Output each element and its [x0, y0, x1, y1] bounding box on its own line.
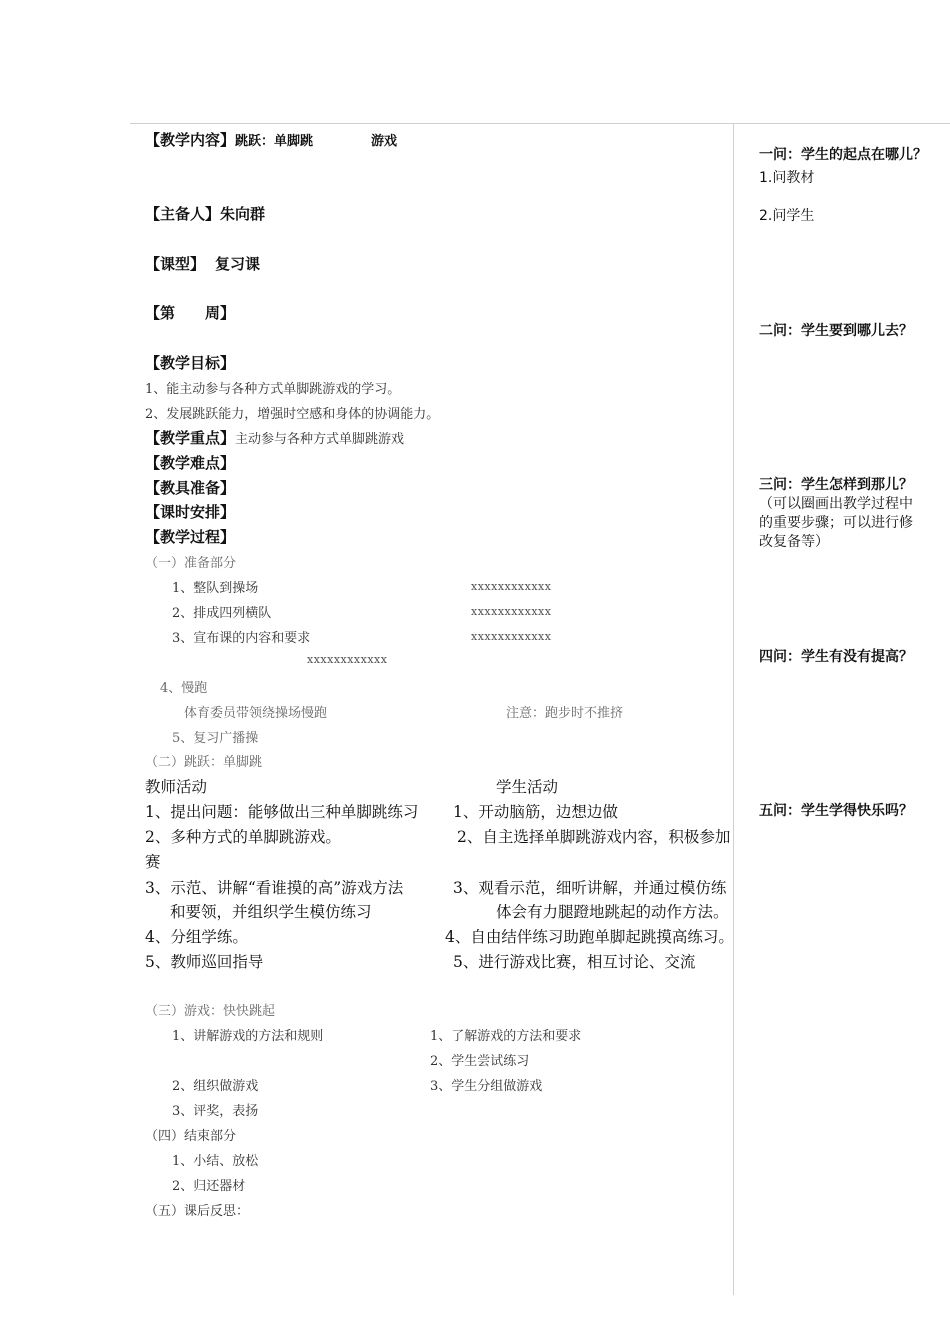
part3-teacher-item: 3、评奖，表扬 — [172, 1104, 259, 1119]
equipment-label: 【教具准备】 — [145, 479, 236, 497]
key-point-value: 主动参与各种方式单脚跳游戏 — [235, 432, 405, 447]
formation-row: xxxxxxxxxxxx — [307, 653, 388, 666]
content-extra: 游戏 — [371, 134, 398, 149]
sidebar-q1: 一问：学生的起点在哪儿？ — [759, 147, 927, 163]
student-activity: 体会有力腿蹬地跳起的动作方法。 — [496, 903, 729, 921]
jog-detail: 体育委员带领绕操场慢跑 — [184, 706, 328, 721]
key-point-row — [145, 427, 404, 448]
teacher-activity: 4、分组学练。 — [145, 928, 248, 946]
teacher-activity: 赛 — [145, 853, 161, 871]
part3-teacher-item: 2、组织做游戏 — [172, 1079, 259, 1094]
teacher-activity: 3、示范、讲解“看谁摸的高”游戏方法 — [145, 879, 404, 897]
sidebar-q2: 二问：学生要到哪儿去？ — [759, 323, 913, 339]
student-header: 学生活动 — [496, 778, 559, 796]
content-value: 跳跃：单脚跳 — [235, 134, 314, 149]
formation-row: xxxxxxxxxxxx — [471, 630, 552, 643]
jog-note: 注意：跑步时不推挤 — [506, 706, 624, 721]
teacher-activity: 1、提出问题：能够做出三种单脚跳练习 — [145, 803, 419, 821]
part4-title: （四）结束部分 — [145, 1129, 237, 1144]
difficulty-label: 【教学难点】 — [145, 454, 236, 472]
part3-student-item: 2、学生尝试练习 — [430, 1054, 530, 1069]
teacher-activity: 2、多种方式的单脚跳游戏。 — [145, 828, 341, 846]
sidebar-q3-note: （可以圈画出教学过程中 — [759, 496, 913, 512]
teacher-header: 教师活动 — [145, 778, 208, 796]
student-activity: 4、自由结伴练习助跑单脚起跳摸高练习。 — [445, 928, 734, 946]
lesson-type-value: 复习课 — [215, 255, 261, 273]
exercise-item: 5、复习广播操 — [172, 731, 259, 746]
lesson-type-label: 【课型】 — [145, 255, 206, 273]
part4-item: 1、小结、放松 — [172, 1154, 259, 1169]
sidebar-q4-clip — [759, 646, 950, 666]
sidebar-q3-note-clip — [759, 493, 950, 513]
lesson-type-row — [145, 253, 260, 274]
sidebar-q4: 四问：学生有没有提高？ — [759, 649, 913, 665]
part3-teacher-item: 1、讲解游戏的方法和规则 — [172, 1029, 324, 1044]
teacher-activity: 5、教师巡回指导 — [145, 953, 264, 971]
sidebar-q1-item: 1.问教材 — [759, 170, 815, 186]
top-divider — [130, 123, 950, 124]
formation-row: xxxxxxxxxxxx — [471, 605, 552, 618]
sidebar-divider — [733, 123, 734, 1295]
jog-item: 4、慢跑 — [160, 681, 208, 696]
sidebar-q5: 五问：学生学得快乐吗？ — [759, 803, 913, 819]
student-activity: 3、观看示范，细听讲解，并通过模仿练 — [453, 879, 727, 897]
schedule-label: 【课时安排】 — [145, 503, 236, 521]
sidebar-q3-note-clip — [759, 531, 950, 551]
formation-row: xxxxxxxxxxxx — [471, 580, 552, 593]
key-point-label: 【教学重点】 — [145, 429, 236, 447]
sidebar-q1-clip — [759, 144, 950, 164]
student-activity: 2、自主选择单脚跳游戏内容，积极参加 — [457, 828, 731, 846]
part2-title: （二）跳跃：单脚跳 — [145, 755, 263, 770]
sidebar-q1-item: 2.问学生 — [759, 208, 815, 224]
sidebar-q3-note: 的重要步骤；可以进行修 — [759, 515, 913, 531]
part3-student-item: 1、了解游戏的方法和要求 — [430, 1029, 582, 1044]
sidebar-q3-note: 改复备等） — [759, 534, 829, 550]
student-activity: 5、进行游戏比赛，相互讨论、交流 — [453, 953, 696, 971]
sidebar-q3-note-clip — [759, 512, 950, 532]
objectives-title: 【教学目标】 — [145, 354, 236, 372]
sidebar-q3: 三问：学生怎样到那儿？ — [759, 477, 913, 493]
part1-item: 3、宣布课的内容和要求 — [172, 631, 311, 646]
preparer-row — [145, 203, 265, 224]
content-row — [145, 129, 397, 150]
teacher-activity: 和要领，并组织学生模仿练习 — [170, 903, 372, 921]
part4-item: 2、归还器材 — [172, 1179, 246, 1194]
sidebar-q3-clip — [759, 474, 950, 494]
part3-student-item: 3、学生分组做游戏 — [430, 1079, 543, 1094]
part3-title: （三）游戏：快快跳起 — [145, 1004, 276, 1019]
objective-item: 2、发展跳跃能力，增强时空感和身体的协调能力。 — [145, 407, 440, 422]
part1-item: 2、排成四列横队 — [172, 606, 272, 621]
process-title: 【教学过程】 — [145, 528, 236, 546]
student-activity-clip — [457, 825, 748, 847]
preparer-label: 【主备人】 — [145, 205, 221, 223]
part1-title: （一）准备部分 — [145, 556, 237, 571]
part1-item: 1、整队到操场 — [172, 581, 259, 596]
content-label: 【教学内容】 — [145, 131, 236, 149]
part5-title: （五）课后反思： — [145, 1204, 250, 1219]
preparer-value: 朱向群 — [220, 205, 266, 223]
week-label: 【第 周】 — [145, 304, 236, 322]
sidebar-q5-clip — [759, 800, 950, 820]
sidebar-q2-clip — [759, 320, 950, 340]
student-activity: 1、开动脑筋，边想边做 — [453, 803, 618, 821]
objective-item: 1、能主动参与各种方式单脚跳游戏的学习。 — [145, 382, 401, 397]
